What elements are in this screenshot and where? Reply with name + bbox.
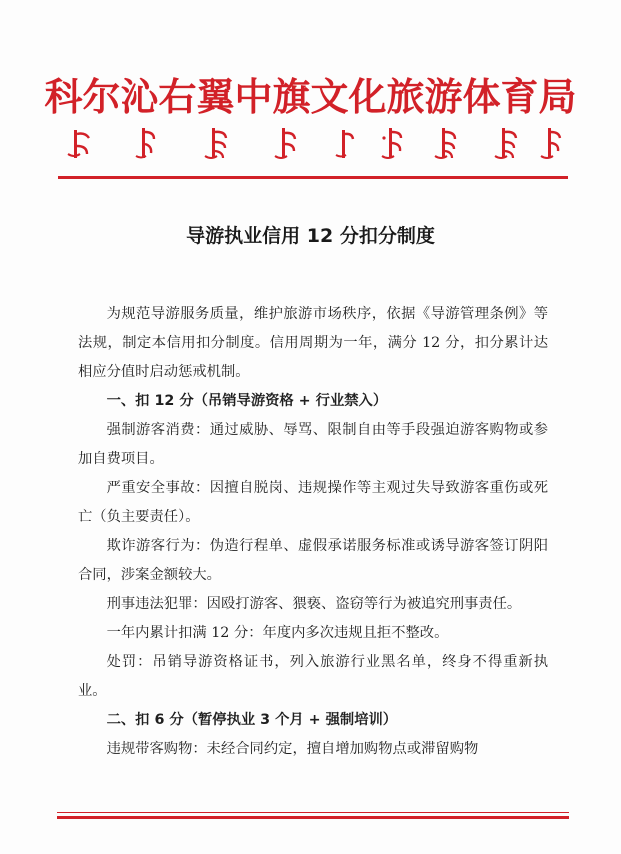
body-paragraph: 欺诈游客行为：伪造行程单、虚假承诺服务标准或诱导游客签订阴阳合同，涉案金额较大。	[78, 538, 548, 583]
body-paragraph: 处罚：吊销导游资格证书，列入旅游行业黑名单，终身不得重新执业。	[78, 654, 548, 699]
body-paragraph: 严重安全事故：因擅自脱岗、违规操作等主观过失导致游客重伤或死亡（负主要责任）。	[78, 480, 548, 525]
document-title: 导游执业信用 12 分扣分制度	[186, 225, 435, 247]
mongolian-script-logotype	[64, 124, 564, 164]
header-divider	[58, 176, 568, 179]
bureau-name: 科尔沁右翼中旗文化旅游体育局	[44, 74, 577, 119]
body-paragraph: 刑事违法犯罪：因殴打游客、猥亵、盗窃等行为被追究刑事责任。	[106, 596, 522, 612]
footer-divider-thick	[57, 816, 569, 819]
footer-divider-thin	[57, 812, 569, 813]
section-heading: 一、扣 12 分（吊销导游资格 + 行业禁入）	[106, 393, 388, 409]
document-body	[78, 300, 548, 764]
body-paragraph: 一年内累计扣满 12 分：年度内多次违规且拒不整改。	[106, 625, 449, 641]
body-paragraph: 违规带客购物：未经合同约定，擅自增加购物点或滞留购物	[106, 741, 479, 757]
body-paragraph: 为规范导游服务质量，维护旅游市场秩序，依据《导游管理条例》等法规，制定本信用扣分制度。信用周期为一年，满分 12 分，扣分累计达相应分值时启动惩戒机制。	[78, 306, 548, 380]
section-heading: 二、扣 6 分（暂停执业 3 个月 + 强制培训）	[106, 712, 398, 728]
body-paragraph: 强制游客消费：通过威胁、辱骂、限制自由等手段强迫游客购物或参加自费项目。	[78, 422, 548, 467]
